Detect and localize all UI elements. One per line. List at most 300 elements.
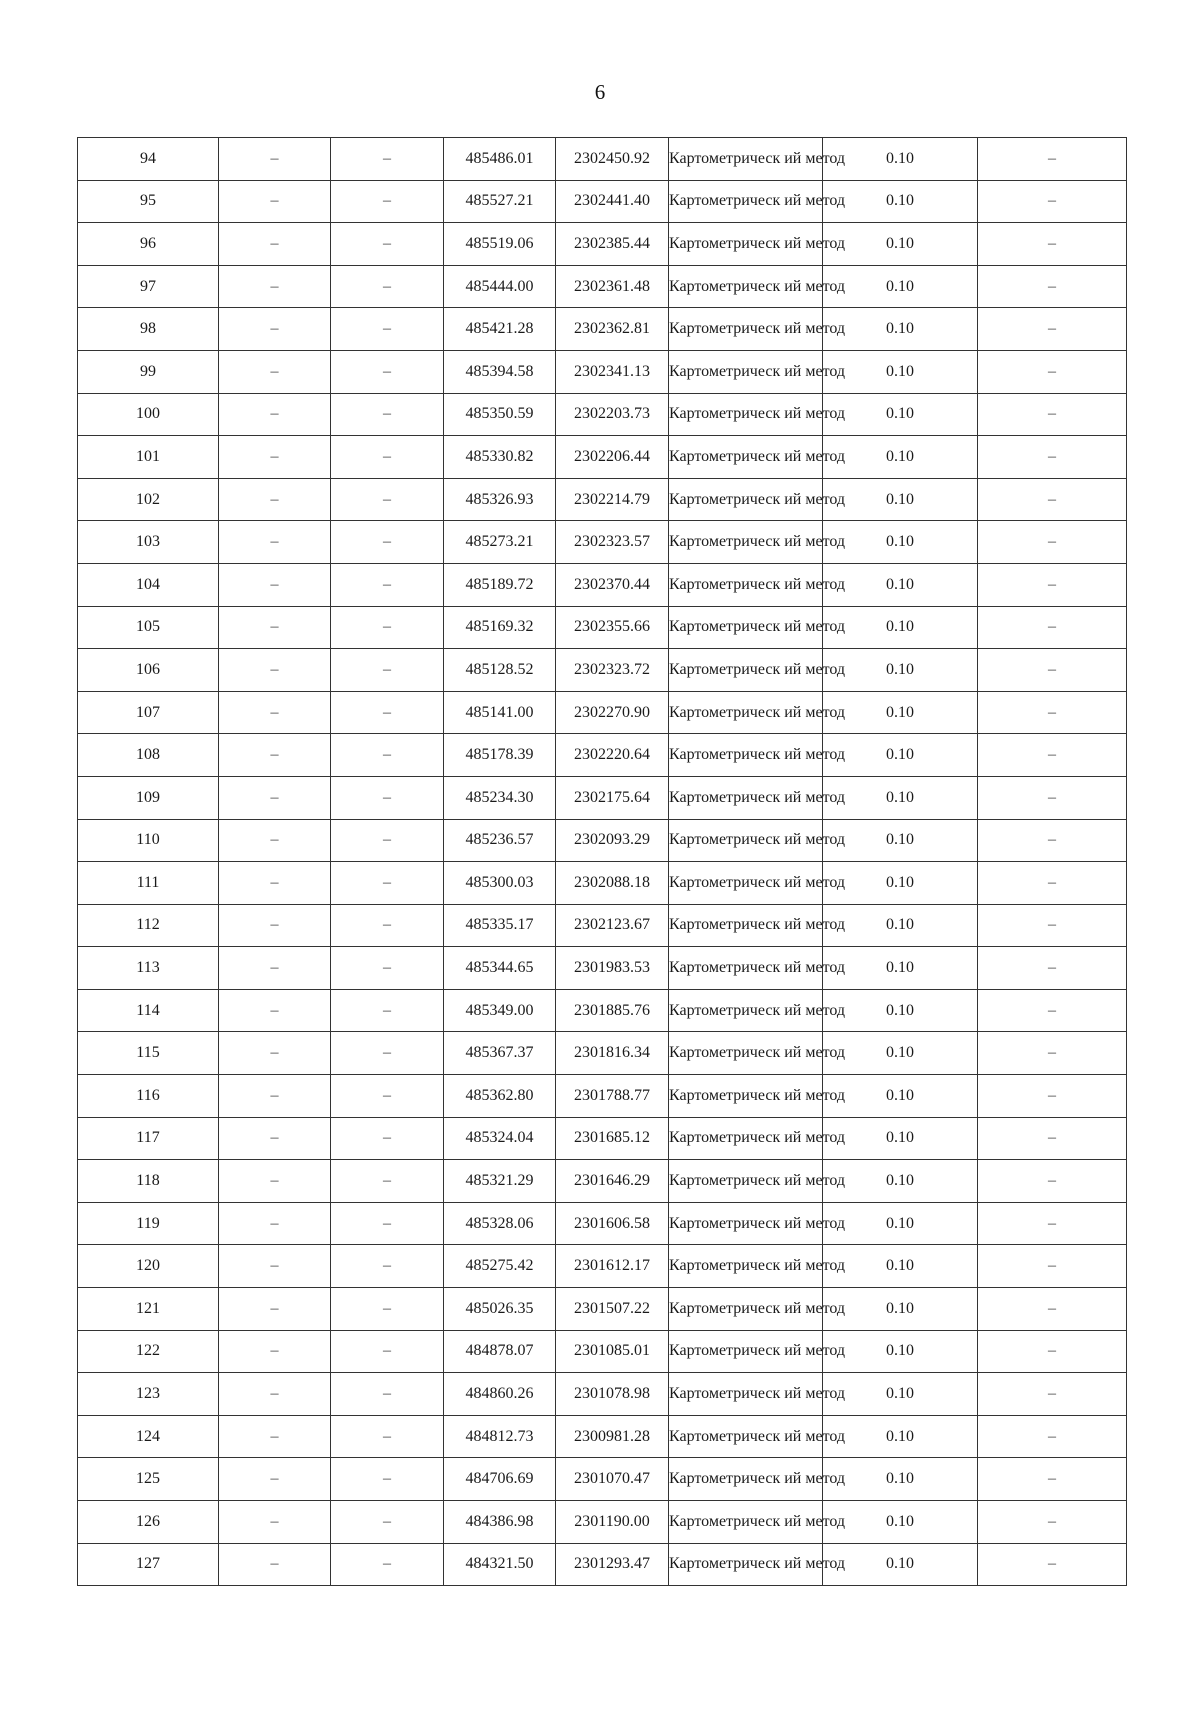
empty-value-cell: – (219, 138, 331, 181)
x-coordinate-cell: 485169.32 (444, 606, 556, 649)
empty-value-cell: – (219, 691, 331, 734)
table-row (78, 308, 1127, 351)
table-row (78, 1330, 1127, 1373)
empty-value-cell: – (331, 1330, 444, 1373)
accuracy-cell: 0.10 (823, 223, 978, 266)
table-row (78, 989, 1127, 1032)
y-coordinate-cell: 2302441.40 (556, 180, 669, 223)
empty-value-cell: – (978, 1245, 1127, 1288)
empty-value-cell: – (219, 180, 331, 223)
x-coordinate-cell: 485128.52 (444, 649, 556, 692)
empty-value-cell: – (219, 265, 331, 308)
empty-value-cell: – (978, 904, 1127, 947)
x-coordinate-cell: 484812.73 (444, 1415, 556, 1458)
empty-value-cell: – (331, 691, 444, 734)
empty-value-cell: – (978, 819, 1127, 862)
y-coordinate-cell: 2301685.12 (556, 1117, 669, 1160)
accuracy-cell: 0.10 (823, 1288, 978, 1331)
point-number-cell: 113 (78, 947, 219, 990)
x-coordinate-cell: 485335.17 (444, 904, 556, 947)
x-coordinate-cell: 485326.93 (444, 478, 556, 521)
empty-value-cell: – (219, 1458, 331, 1501)
x-coordinate-cell: 485178.39 (444, 734, 556, 777)
accuracy-cell: 0.10 (823, 1501, 978, 1544)
accuracy-cell: 0.10 (823, 1543, 978, 1586)
table-row (78, 1032, 1127, 1075)
empty-value-cell: – (331, 1075, 444, 1118)
point-number-cell: 102 (78, 478, 219, 521)
method-cell: Картометрическ ий метод (669, 138, 823, 181)
point-number-cell: 127 (78, 1543, 219, 1586)
accuracy-cell: 0.10 (823, 393, 978, 436)
accuracy-cell: 0.10 (823, 1415, 978, 1458)
empty-value-cell: – (219, 521, 331, 564)
method-cell: Картометрическ ий метод (669, 1501, 823, 1544)
x-coordinate-cell: 485234.30 (444, 776, 556, 819)
table-row (78, 606, 1127, 649)
y-coordinate-cell: 2302175.64 (556, 776, 669, 819)
table-row (78, 947, 1127, 990)
empty-value-cell: – (219, 1117, 331, 1160)
empty-value-cell: – (978, 776, 1127, 819)
table-row (78, 478, 1127, 521)
table-row (78, 1415, 1127, 1458)
point-number-cell: 94 (78, 138, 219, 181)
empty-value-cell: – (331, 776, 444, 819)
empty-value-cell: – (219, 649, 331, 692)
empty-value-cell: – (219, 563, 331, 606)
empty-value-cell: – (219, 1543, 331, 1586)
empty-value-cell: – (331, 734, 444, 777)
empty-value-cell: – (219, 947, 331, 990)
accuracy-cell: 0.10 (823, 862, 978, 905)
empty-value-cell: – (978, 138, 1127, 181)
empty-value-cell: – (331, 606, 444, 649)
table-row (78, 776, 1127, 819)
empty-value-cell: – (331, 350, 444, 393)
empty-value-cell: – (331, 1160, 444, 1203)
accuracy-cell: 0.10 (823, 1373, 978, 1416)
point-number-cell: 95 (78, 180, 219, 223)
method-cell: Картометрическ ий метод (669, 1075, 823, 1118)
accuracy-cell: 0.10 (823, 904, 978, 947)
y-coordinate-cell: 2302203.73 (556, 393, 669, 436)
table-row (78, 904, 1127, 947)
empty-value-cell: – (978, 223, 1127, 266)
empty-value-cell: – (978, 862, 1127, 905)
empty-value-cell: – (331, 223, 444, 266)
table-row (78, 1117, 1127, 1160)
empty-value-cell: – (219, 776, 331, 819)
empty-value-cell: – (219, 1202, 331, 1245)
empty-value-cell: – (978, 1032, 1127, 1075)
accuracy-cell: 0.10 (823, 308, 978, 351)
empty-value-cell: – (219, 904, 331, 947)
empty-value-cell: – (978, 393, 1127, 436)
point-number-cell: 126 (78, 1501, 219, 1544)
accuracy-cell: 0.10 (823, 521, 978, 564)
x-coordinate-cell: 485444.00 (444, 265, 556, 308)
y-coordinate-cell: 2302341.13 (556, 350, 669, 393)
table-row (78, 1458, 1127, 1501)
x-coordinate-cell: 485486.01 (444, 138, 556, 181)
accuracy-cell: 0.10 (823, 989, 978, 1032)
empty-value-cell: – (978, 1202, 1127, 1245)
empty-value-cell: – (219, 1415, 331, 1458)
point-number-cell: 111 (78, 862, 219, 905)
y-coordinate-cell: 2302355.66 (556, 606, 669, 649)
point-number-cell: 122 (78, 1330, 219, 1373)
accuracy-cell: 0.10 (823, 1032, 978, 1075)
x-coordinate-cell: 485362.80 (444, 1075, 556, 1118)
accuracy-cell: 0.10 (823, 1160, 978, 1203)
accuracy-cell: 0.10 (823, 138, 978, 181)
empty-value-cell: – (219, 606, 331, 649)
empty-value-cell: – (331, 393, 444, 436)
method-cell: Картометрическ ий метод (669, 478, 823, 521)
accuracy-cell: 0.10 (823, 265, 978, 308)
method-cell: Картометрическ ий метод (669, 904, 823, 947)
method-cell: Картометрическ ий метод (669, 563, 823, 606)
empty-value-cell: – (978, 1458, 1127, 1501)
method-cell: Картометрическ ий метод (669, 989, 823, 1032)
empty-value-cell: – (978, 350, 1127, 393)
table-body (78, 138, 1127, 1586)
table-row (78, 734, 1127, 777)
point-number-cell: 125 (78, 1458, 219, 1501)
x-coordinate-cell: 485189.72 (444, 563, 556, 606)
table-row (78, 180, 1127, 223)
empty-value-cell: – (978, 1543, 1127, 1586)
x-coordinate-cell: 485236.57 (444, 819, 556, 862)
empty-value-cell: – (978, 989, 1127, 1032)
empty-value-cell: – (978, 1330, 1127, 1373)
y-coordinate-cell: 2302361.48 (556, 265, 669, 308)
empty-value-cell: – (978, 308, 1127, 351)
empty-value-cell: – (219, 1288, 331, 1331)
x-coordinate-cell: 484386.98 (444, 1501, 556, 1544)
accuracy-cell: 0.10 (823, 1330, 978, 1373)
x-coordinate-cell: 485350.59 (444, 393, 556, 436)
accuracy-cell: 0.10 (823, 478, 978, 521)
y-coordinate-cell: 2300981.28 (556, 1415, 669, 1458)
x-coordinate-cell: 485344.65 (444, 947, 556, 990)
x-coordinate-cell: 485330.82 (444, 436, 556, 479)
y-coordinate-cell: 2302270.90 (556, 691, 669, 734)
empty-value-cell: – (331, 1245, 444, 1288)
x-coordinate-cell: 485321.29 (444, 1160, 556, 1203)
x-coordinate-cell: 484321.50 (444, 1543, 556, 1586)
y-coordinate-cell: 2301788.77 (556, 1075, 669, 1118)
empty-value-cell: – (978, 606, 1127, 649)
empty-value-cell: – (978, 691, 1127, 734)
method-cell: Картометрическ ий метод (669, 1458, 823, 1501)
point-number-cell: 96 (78, 223, 219, 266)
table-row (78, 649, 1127, 692)
empty-value-cell: – (978, 734, 1127, 777)
empty-value-cell: – (219, 989, 331, 1032)
table-row (78, 1245, 1127, 1288)
empty-value-cell: – (978, 1075, 1127, 1118)
accuracy-cell: 0.10 (823, 734, 978, 777)
y-coordinate-cell: 2301983.53 (556, 947, 669, 990)
point-number-cell: 103 (78, 521, 219, 564)
y-coordinate-cell: 2302093.29 (556, 819, 669, 862)
table-row (78, 521, 1127, 564)
point-number-cell: 120 (78, 1245, 219, 1288)
empty-value-cell: – (978, 1160, 1127, 1203)
y-coordinate-cell: 2302088.18 (556, 862, 669, 905)
point-number-cell: 100 (78, 393, 219, 436)
accuracy-cell: 0.10 (823, 606, 978, 649)
empty-value-cell: – (331, 1032, 444, 1075)
method-cell: Картометрическ ий метод (669, 1415, 823, 1458)
method-cell: Картометрическ ий метод (669, 1160, 823, 1203)
point-number-cell: 110 (78, 819, 219, 862)
point-number-cell: 105 (78, 606, 219, 649)
table-row (78, 1202, 1127, 1245)
accuracy-cell: 0.10 (823, 1075, 978, 1118)
x-coordinate-cell: 485141.00 (444, 691, 556, 734)
empty-value-cell: – (219, 862, 331, 905)
table-row (78, 1543, 1127, 1586)
x-coordinate-cell: 485300.03 (444, 862, 556, 905)
empty-value-cell: – (978, 563, 1127, 606)
table-row (78, 138, 1127, 181)
method-cell: Картометрическ ий метод (669, 1032, 823, 1075)
x-coordinate-cell: 485367.37 (444, 1032, 556, 1075)
method-cell: Картометрическ ий метод (669, 1117, 823, 1160)
point-number-cell: 116 (78, 1075, 219, 1118)
accuracy-cell: 0.10 (823, 947, 978, 990)
empty-value-cell: – (331, 1373, 444, 1416)
empty-value-cell: – (978, 478, 1127, 521)
empty-value-cell: – (331, 1501, 444, 1544)
x-coordinate-cell: 485328.06 (444, 1202, 556, 1245)
empty-value-cell: – (978, 1117, 1127, 1160)
y-coordinate-cell: 2301507.22 (556, 1288, 669, 1331)
table-row (78, 393, 1127, 436)
table-row (78, 1373, 1127, 1416)
point-number-cell: 109 (78, 776, 219, 819)
method-cell: Картометрическ ий метод (669, 1245, 823, 1288)
y-coordinate-cell: 2302323.57 (556, 521, 669, 564)
point-number-cell: 117 (78, 1117, 219, 1160)
empty-value-cell: – (331, 265, 444, 308)
x-coordinate-cell: 485527.21 (444, 180, 556, 223)
table-row (78, 265, 1127, 308)
accuracy-cell: 0.10 (823, 436, 978, 479)
coordinates-table (77, 137, 1127, 1586)
table-row (78, 1288, 1127, 1331)
x-coordinate-cell: 485421.28 (444, 308, 556, 351)
method-cell: Картометрическ ий метод (669, 734, 823, 777)
empty-value-cell: – (331, 1288, 444, 1331)
table-row (78, 223, 1127, 266)
x-coordinate-cell: 485275.42 (444, 1245, 556, 1288)
accuracy-cell: 0.10 (823, 350, 978, 393)
point-number-cell: 104 (78, 563, 219, 606)
empty-value-cell: – (978, 436, 1127, 479)
empty-value-cell: – (219, 1032, 331, 1075)
accuracy-cell: 0.10 (823, 563, 978, 606)
y-coordinate-cell: 2301085.01 (556, 1330, 669, 1373)
y-coordinate-cell: 2301606.58 (556, 1202, 669, 1245)
y-coordinate-cell: 2302385.44 (556, 223, 669, 266)
table-row (78, 691, 1127, 734)
empty-value-cell: – (978, 1501, 1127, 1544)
y-coordinate-cell: 2302362.81 (556, 308, 669, 351)
empty-value-cell: – (219, 350, 331, 393)
accuracy-cell: 0.10 (823, 1117, 978, 1160)
empty-value-cell: – (331, 1415, 444, 1458)
accuracy-cell: 0.10 (823, 691, 978, 734)
x-coordinate-cell: 484706.69 (444, 1458, 556, 1501)
method-cell: Картометрическ ий метод (669, 436, 823, 479)
method-cell: Картометрическ ий метод (669, 819, 823, 862)
empty-value-cell: – (331, 989, 444, 1032)
method-cell: Картометрическ ий метод (669, 1202, 823, 1245)
empty-value-cell: – (219, 1160, 331, 1203)
method-cell: Картометрическ ий метод (669, 1288, 823, 1331)
y-coordinate-cell: 2302220.64 (556, 734, 669, 777)
empty-value-cell: – (978, 1288, 1127, 1331)
method-cell: Картометрическ ий метод (669, 691, 823, 734)
accuracy-cell: 0.10 (823, 180, 978, 223)
empty-value-cell: – (331, 1543, 444, 1586)
empty-value-cell: – (331, 1117, 444, 1160)
table-row (78, 862, 1127, 905)
page-number: 6 (594, 80, 606, 104)
table-row (78, 1501, 1127, 1544)
y-coordinate-cell: 2302450.92 (556, 138, 669, 181)
empty-value-cell: – (331, 436, 444, 479)
empty-value-cell: – (219, 734, 331, 777)
empty-value-cell: – (219, 1501, 331, 1544)
x-coordinate-cell: 485519.06 (444, 223, 556, 266)
method-cell: Картометрическ ий метод (669, 521, 823, 564)
empty-value-cell: – (331, 563, 444, 606)
empty-value-cell: – (331, 947, 444, 990)
table-row (78, 1160, 1127, 1203)
method-cell: Картометрическ ий метод (669, 649, 823, 692)
method-cell: Картометрическ ий метод (669, 180, 823, 223)
point-number-cell: 114 (78, 989, 219, 1032)
y-coordinate-cell: 2301885.76 (556, 989, 669, 1032)
method-cell: Картометрическ ий метод (669, 350, 823, 393)
empty-value-cell: – (331, 649, 444, 692)
empty-value-cell: – (331, 138, 444, 181)
empty-value-cell: – (331, 1202, 444, 1245)
y-coordinate-cell: 2302214.79 (556, 478, 669, 521)
point-number-cell: 123 (78, 1373, 219, 1416)
method-cell: Картометрическ ий метод (669, 393, 823, 436)
method-cell: Картометрическ ий метод (669, 776, 823, 819)
y-coordinate-cell: 2301612.17 (556, 1245, 669, 1288)
empty-value-cell: – (331, 819, 444, 862)
point-number-cell: 101 (78, 436, 219, 479)
accuracy-cell: 0.10 (823, 1245, 978, 1288)
method-cell: Картометрическ ий метод (669, 308, 823, 351)
method-cell: Картометрическ ий метод (669, 947, 823, 990)
method-cell: Картометрическ ий метод (669, 1373, 823, 1416)
method-cell: Картометрическ ий метод (669, 223, 823, 266)
empty-value-cell: – (219, 1373, 331, 1416)
empty-value-cell: – (331, 862, 444, 905)
table-row (78, 350, 1127, 393)
y-coordinate-cell: 2301070.47 (556, 1458, 669, 1501)
point-number-cell: 99 (78, 350, 219, 393)
empty-value-cell: – (331, 478, 444, 521)
table-row (78, 563, 1127, 606)
point-number-cell: 124 (78, 1415, 219, 1458)
y-coordinate-cell: 2301646.29 (556, 1160, 669, 1203)
accuracy-cell: 0.10 (823, 1458, 978, 1501)
empty-value-cell: – (978, 180, 1127, 223)
empty-value-cell: – (978, 1373, 1127, 1416)
y-coordinate-cell: 2301293.47 (556, 1543, 669, 1586)
empty-value-cell: – (978, 947, 1127, 990)
method-cell: Картометрическ ий метод (669, 1543, 823, 1586)
empty-value-cell: – (331, 521, 444, 564)
empty-value-cell: – (219, 308, 331, 351)
empty-value-cell: – (978, 649, 1127, 692)
table-row (78, 819, 1127, 862)
empty-value-cell: – (978, 1415, 1127, 1458)
x-coordinate-cell: 485394.58 (444, 350, 556, 393)
method-cell: Картометрическ ий метод (669, 265, 823, 308)
point-number-cell: 98 (78, 308, 219, 351)
empty-value-cell: – (219, 1330, 331, 1373)
empty-value-cell: – (219, 436, 331, 479)
x-coordinate-cell: 485324.04 (444, 1117, 556, 1160)
empty-value-cell: – (219, 819, 331, 862)
empty-value-cell: – (978, 265, 1127, 308)
point-number-cell: 115 (78, 1032, 219, 1075)
accuracy-cell: 0.10 (823, 649, 978, 692)
y-coordinate-cell: 2301816.34 (556, 1032, 669, 1075)
x-coordinate-cell: 484860.26 (444, 1373, 556, 1416)
empty-value-cell: – (331, 180, 444, 223)
table-row (78, 1075, 1127, 1118)
y-coordinate-cell: 2302370.44 (556, 563, 669, 606)
point-number-cell: 119 (78, 1202, 219, 1245)
point-number-cell: 97 (78, 265, 219, 308)
point-number-cell: 107 (78, 691, 219, 734)
x-coordinate-cell: 485273.21 (444, 521, 556, 564)
empty-value-cell: – (331, 308, 444, 351)
y-coordinate-cell: 2302323.72 (556, 649, 669, 692)
x-coordinate-cell: 484878.07 (444, 1330, 556, 1373)
accuracy-cell: 0.10 (823, 1202, 978, 1245)
empty-value-cell: – (219, 223, 331, 266)
method-cell: Картометрическ ий метод (669, 1330, 823, 1373)
empty-value-cell: – (331, 1458, 444, 1501)
empty-value-cell: – (331, 904, 444, 947)
x-coordinate-cell: 485349.00 (444, 989, 556, 1032)
accuracy-cell: 0.10 (823, 819, 978, 862)
point-number-cell: 118 (78, 1160, 219, 1203)
empty-value-cell: – (978, 521, 1127, 564)
y-coordinate-cell: 2302123.67 (556, 904, 669, 947)
y-coordinate-cell: 2301190.00 (556, 1501, 669, 1544)
method-cell: Картометрическ ий метод (669, 862, 823, 905)
point-number-cell: 108 (78, 734, 219, 777)
x-coordinate-cell: 485026.35 (444, 1288, 556, 1331)
point-number-cell: 106 (78, 649, 219, 692)
table-row (78, 436, 1127, 479)
empty-value-cell: – (219, 393, 331, 436)
